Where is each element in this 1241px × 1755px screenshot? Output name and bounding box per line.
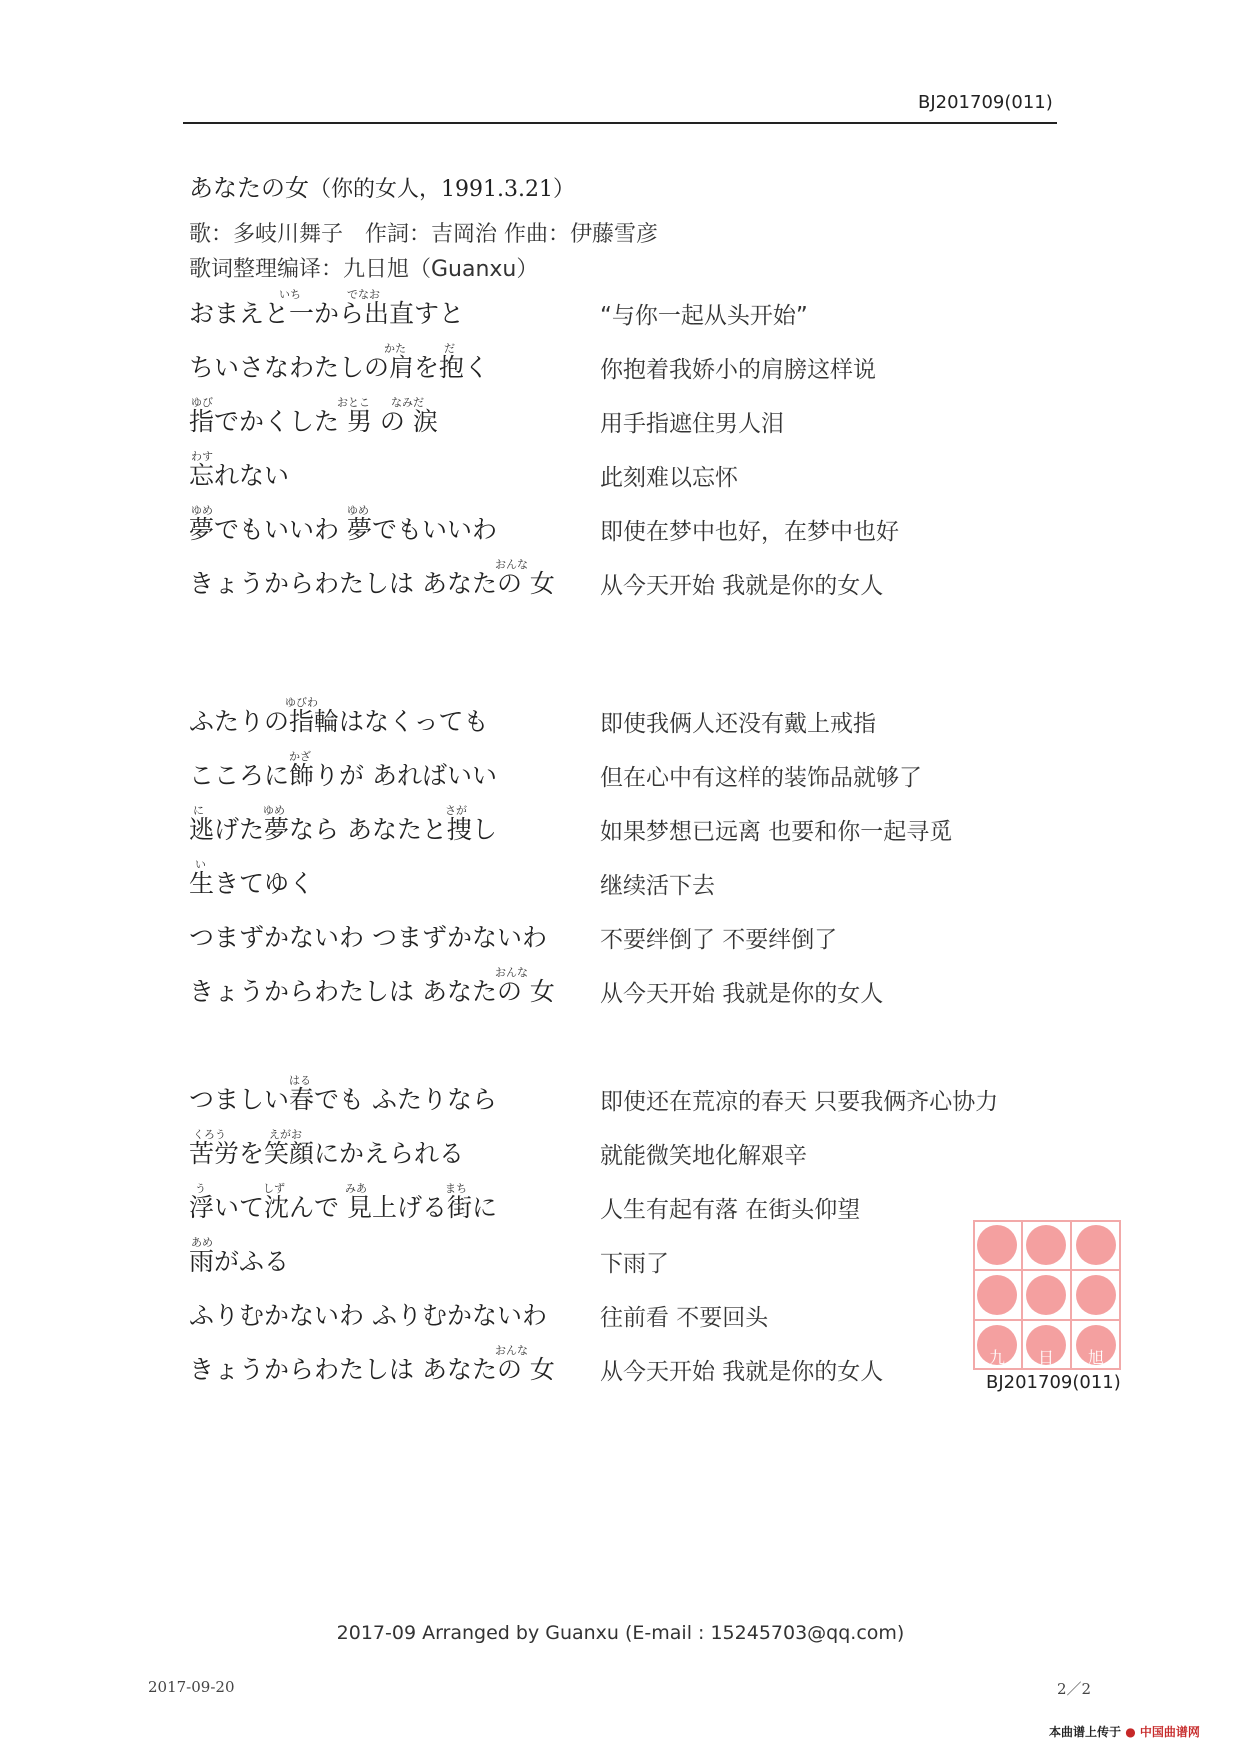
watermark-logo-icon: ● bbox=[1125, 1725, 1136, 1739]
lyric-ja: ちいさなわたしの肩を抱く bbox=[189, 353, 490, 382]
ruby-text: わす bbox=[191, 450, 213, 463]
ruby-text: おとこ bbox=[337, 396, 370, 409]
lyric-ja: 夢でもいいわ 夢でもいいわ bbox=[189, 515, 497, 544]
lyric-ja: ふたりの指輪はなくっても bbox=[189, 707, 489, 736]
seal-stamp bbox=[973, 1220, 1121, 1370]
ruby-text: なみだ bbox=[391, 396, 424, 409]
seal-dot bbox=[977, 1225, 1017, 1265]
lyric-zh: 从今天开始 我就是你的女人 bbox=[600, 1359, 884, 1385]
lyric-zh: 就能微笑地化解艰辛 bbox=[600, 1143, 807, 1169]
lyric-line bbox=[189, 1180, 1089, 1234]
ruby-text: かた bbox=[384, 342, 406, 355]
seal-divider bbox=[973, 1319, 1121, 1321]
lyric-line bbox=[189, 502, 1089, 556]
ruby-text: ゆび bbox=[191, 396, 213, 409]
seal-divider bbox=[973, 1269, 1121, 1271]
lyric-line bbox=[189, 448, 1089, 502]
lyric-zh: 继续活下去 bbox=[600, 873, 715, 899]
lyric-zh: 但在心中有这样的装饰品就够了 bbox=[600, 765, 922, 791]
lyric-zh: 此刻难以忘怀 bbox=[600, 465, 738, 491]
song-title bbox=[189, 168, 575, 203]
lyric-line bbox=[189, 910, 1089, 964]
seal-char: 日 bbox=[1038, 1348, 1055, 1367]
ruby-text: い bbox=[195, 858, 206, 871]
ruby-text: まち bbox=[445, 1182, 467, 1195]
stanza-1 bbox=[189, 286, 1089, 610]
lyric-line bbox=[189, 694, 1089, 748]
lyric-line bbox=[189, 340, 1089, 394]
song-credits: 歌：多岐川舞子 作詞：吉岡治 作曲：伊藤雪彦 bbox=[189, 222, 658, 247]
seal-dot bbox=[1026, 1275, 1066, 1315]
arranger-credit: 2017-09 Arranged by Guanxu (E-mail : 15245703@qq.com) bbox=[336, 1622, 905, 1644]
stanza-3 bbox=[189, 1072, 1089, 1396]
lyric-ja: つましい春でも ふたりなら bbox=[189, 1085, 497, 1114]
lyric-zh: 往前看 不要回头 bbox=[600, 1305, 769, 1331]
lyric-line bbox=[189, 1342, 1089, 1396]
translator-credit: 歌词整理编译：九日旭（Guanxu） bbox=[189, 257, 539, 282]
ruby-text: でなお bbox=[347, 288, 380, 301]
ruby-text: う bbox=[195, 1182, 206, 1195]
footer-date: 2017-09-20 bbox=[148, 1678, 235, 1696]
ruby-text: くろう bbox=[193, 1128, 226, 1141]
stanza-2 bbox=[189, 694, 1089, 1018]
lyric-line bbox=[189, 964, 1089, 1018]
lyric-ja: 浮いて沈んで 見上げる街に bbox=[189, 1193, 497, 1222]
lyric-ja: 雨がふる bbox=[189, 1247, 290, 1276]
lyric-zh: 即使还在荒凉的春天 只要我俩齐心协力 bbox=[600, 1089, 999, 1115]
watermark-prefix: 本曲谱上传于 bbox=[1049, 1725, 1122, 1739]
lyric-ja: 忘れない bbox=[189, 461, 290, 490]
watermark-brand: 中国曲谱网 bbox=[1139, 1725, 1200, 1739]
seal-dot bbox=[1026, 1225, 1066, 1265]
lyric-zh: 下雨了 bbox=[600, 1251, 669, 1277]
lyric-ja: 苦労を笑顔にかえられる bbox=[189, 1139, 465, 1168]
lyric-line bbox=[189, 802, 1089, 856]
lyric-zh: “与你一起从头开始” bbox=[600, 303, 808, 329]
lyric-zh: 从今天开始 我就是你的女人 bbox=[600, 981, 884, 1007]
seal-dot bbox=[1076, 1275, 1116, 1315]
document-code: BJ201709(011) bbox=[918, 92, 1053, 113]
lyric-zh: 即使在梦中也好，在梦中也好 bbox=[600, 519, 899, 545]
ruby-text: えがお bbox=[269, 1128, 302, 1141]
lyric-line bbox=[189, 1126, 1089, 1180]
song-title-sub: （你的女人，1991.3.21） bbox=[309, 177, 575, 202]
song-title-ja: あなたの女 bbox=[189, 174, 309, 202]
ruby-text: あめ bbox=[191, 1236, 213, 1249]
ruby-text: はる bbox=[289, 1074, 311, 1087]
lyric-line bbox=[189, 556, 1089, 610]
ruby-text: おんな bbox=[495, 558, 528, 571]
lyric-ja: きょうからわたしは あなたの 女 bbox=[189, 977, 555, 1006]
seal-divider bbox=[1070, 1220, 1072, 1370]
lyric-line bbox=[189, 394, 1089, 448]
lyric-line bbox=[189, 286, 1089, 340]
ruby-text: いち bbox=[279, 288, 301, 301]
lyric-line bbox=[189, 856, 1089, 910]
ruby-text: さが bbox=[445, 804, 467, 817]
lyric-zh: 用手指遮住男人泪 bbox=[600, 411, 784, 437]
site-watermark bbox=[1049, 1723, 1200, 1740]
ruby-text: しず bbox=[263, 1182, 285, 1195]
ruby-text: ゆめ bbox=[263, 804, 285, 817]
lyric-line bbox=[189, 1234, 1089, 1288]
seal-divider bbox=[1021, 1220, 1023, 1370]
seal-dot bbox=[1076, 1225, 1116, 1265]
lyric-line bbox=[189, 748, 1089, 802]
lyric-ja: きょうからわたしは あなたの 女 bbox=[189, 569, 555, 598]
lyric-zh: 即使我俩人还没有戴上戒指 bbox=[600, 711, 876, 737]
ruby-text: ゆめ bbox=[347, 504, 369, 517]
page-number: 2／2 bbox=[1057, 1680, 1092, 1698]
lyric-zh: 不要绊倒了 不要绊倒了 bbox=[600, 927, 838, 953]
lyric-ja: 指でかくした 男 の 涙 bbox=[189, 407, 438, 436]
ruby-text: おんな bbox=[495, 1344, 528, 1357]
ruby-text: みあ bbox=[345, 1182, 367, 1195]
lyric-zh: 你抱着我娇小的肩膀这样说 bbox=[600, 357, 876, 383]
lyric-zh: 如果梦想已远离 也要和你一起寻觅 bbox=[600, 819, 953, 845]
lyric-ja: おまえと一から出直すと bbox=[189, 299, 465, 328]
ruby-text: だ bbox=[444, 342, 455, 355]
lyric-ja: 逃げた夢なら あなたと捜し bbox=[189, 815, 497, 844]
lyric-ja: 生きてゆく bbox=[189, 869, 315, 898]
lyric-ja: こころに飾りが あればいい bbox=[189, 761, 497, 790]
ruby-text: に bbox=[193, 804, 204, 817]
header-divider bbox=[183, 122, 1057, 124]
seal-char: 旭 bbox=[1088, 1348, 1105, 1367]
seal-dot bbox=[977, 1275, 1017, 1315]
ruby-text: かざ bbox=[289, 750, 311, 763]
lyric-line bbox=[189, 1288, 1089, 1342]
seal-char: 九 bbox=[989, 1348, 1006, 1367]
seal-code: BJ201709(011) bbox=[986, 1372, 1121, 1393]
lyric-ja: きょうからわたしは あなたの 女 bbox=[189, 1355, 555, 1384]
lyric-zh: 从今天开始 我就是你的女人 bbox=[600, 573, 884, 599]
lyric-ja: つまずかないわ つまずかないわ bbox=[189, 923, 547, 952]
lyric-ja: ふりむかないわ ふりむかないわ bbox=[189, 1301, 547, 1330]
lyric-zh: 人生有起有落 在街头仰望 bbox=[600, 1197, 861, 1223]
lyric-line bbox=[189, 1072, 1089, 1126]
ruby-text: ゆめ bbox=[191, 504, 213, 517]
ruby-text: おんな bbox=[495, 966, 528, 979]
ruby-text: ゆびわ bbox=[285, 696, 318, 709]
